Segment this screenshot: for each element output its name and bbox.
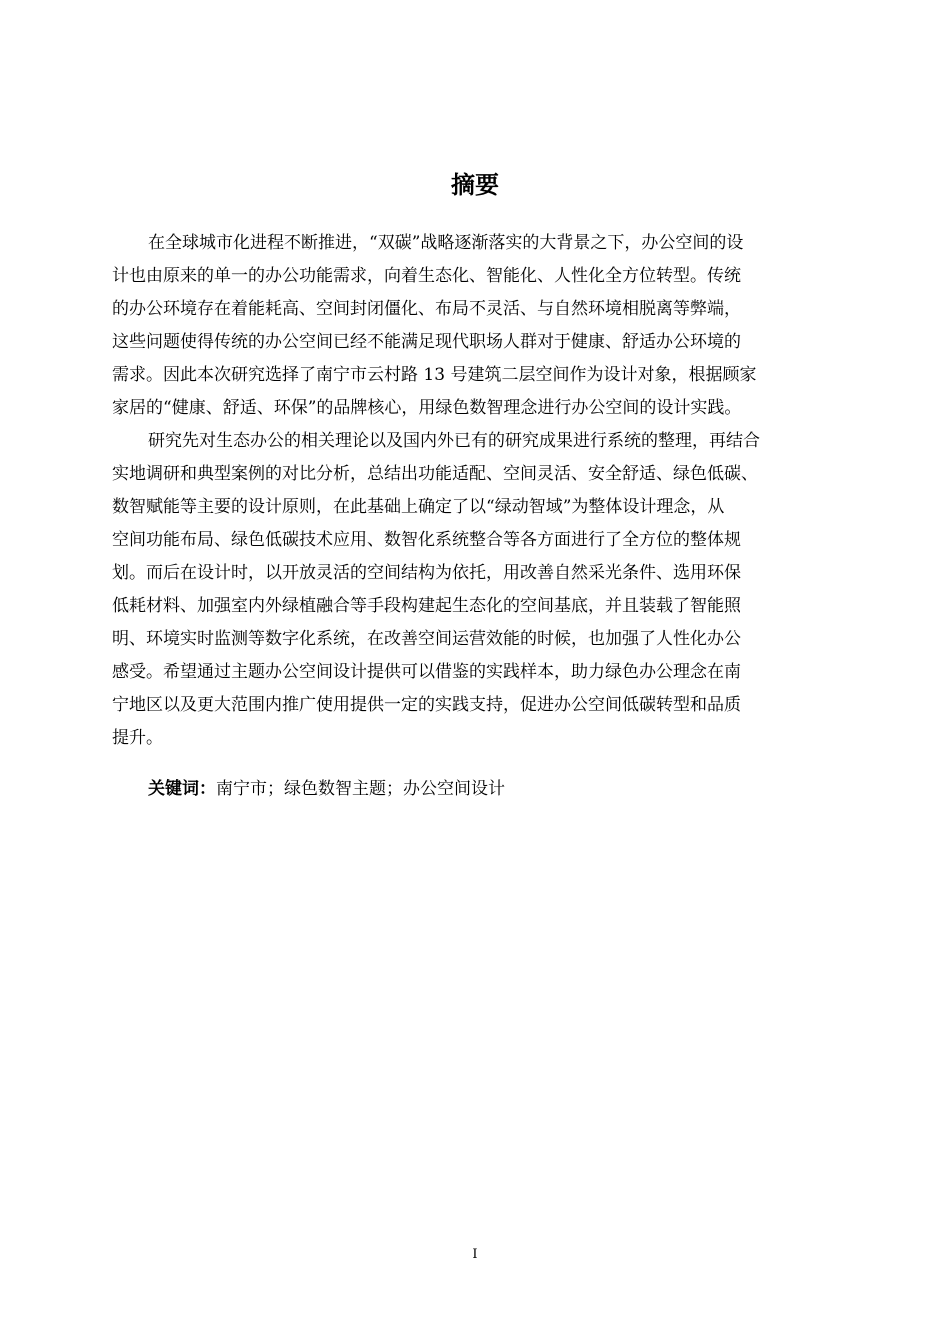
paragraph-line: 空间功能布局、绿色低碳技术应用、数智化系统整合等各方面进行了全方位的整体规 — [112, 530, 741, 550]
paragraph-line: 明、环境实时监测等数字化系统，在改善空间运营效能的时候，也加强了人性化办公 — [112, 629, 741, 649]
paragraph-line: 划。而后在设计时，以开放灵活的空间结构为依托，用改善自然采光条件、选用环保 — [112, 563, 741, 583]
paragraph-line: 在全球城市化进程不断推进，“双碳”战略逐渐落实的大背景之下，办公空间的设 — [148, 233, 744, 253]
paragraph-line: 感受。希望通过主题办公空间设计提供可以借鉴的实践样本，助力绿色办公理念在南 — [112, 662, 741, 682]
paragraph-line: 需求。因此本次研究选择了南宁市云村路 13 号建筑二层空间作为设计对象，根据顾家 — [112, 365, 757, 385]
paragraph-line: 的办公环境存在着能耗高、空间封闭僵化、布局不灵活、与自然环境相脱离等弊端， — [112, 299, 741, 319]
abstract-title: 摘要 — [451, 171, 499, 199]
paragraph-line: 低耗材料、加强室内外绿植融合等手段构建起生态化的空间基底，并且装载了智能照 — [112, 596, 741, 616]
paragraph-line: 实地调研和典型案例的对比分析，总结出功能适配、空间灵活、安全舒适、绿色低碳、 — [112, 464, 758, 484]
keywords-label: 关键词： — [148, 779, 216, 799]
paragraph-line: 数智赋能等主要的设计原则，在此基础上确定了以“绿动智域”为整体设计理念，从 — [112, 497, 725, 517]
paragraph-line: 研究先对生态办公的相关理论以及国内外已有的研究成果进行系统的整理，再结合 — [148, 431, 760, 451]
paragraph-line: 计也由原来的单一的办公功能需求，向着生态化、智能化、人性化全方位转型。传统 — [112, 266, 741, 286]
paragraph-line: 宁地区以及更大范围内推广使用提供一定的实践支持，促进办公空间低碳转型和品质 — [112, 695, 741, 715]
paragraph-line: 家居的“健康、舒适、环保”的品牌核心，用绿色数智理念进行办公空间的设计实践。 — [112, 398, 742, 418]
paragraph-line: 这些问题使得传统的办公空间已经不能满足现代职场人群对于健康、舒适办公环境的 — [112, 332, 741, 352]
paragraph-line: 提升。 — [112, 728, 163, 748]
page-number: I — [472, 1247, 478, 1262]
keywords-text: 南宁市；绿色数智主题；办公空间设计 — [216, 779, 505, 799]
keywords-line — [148, 774, 505, 804]
